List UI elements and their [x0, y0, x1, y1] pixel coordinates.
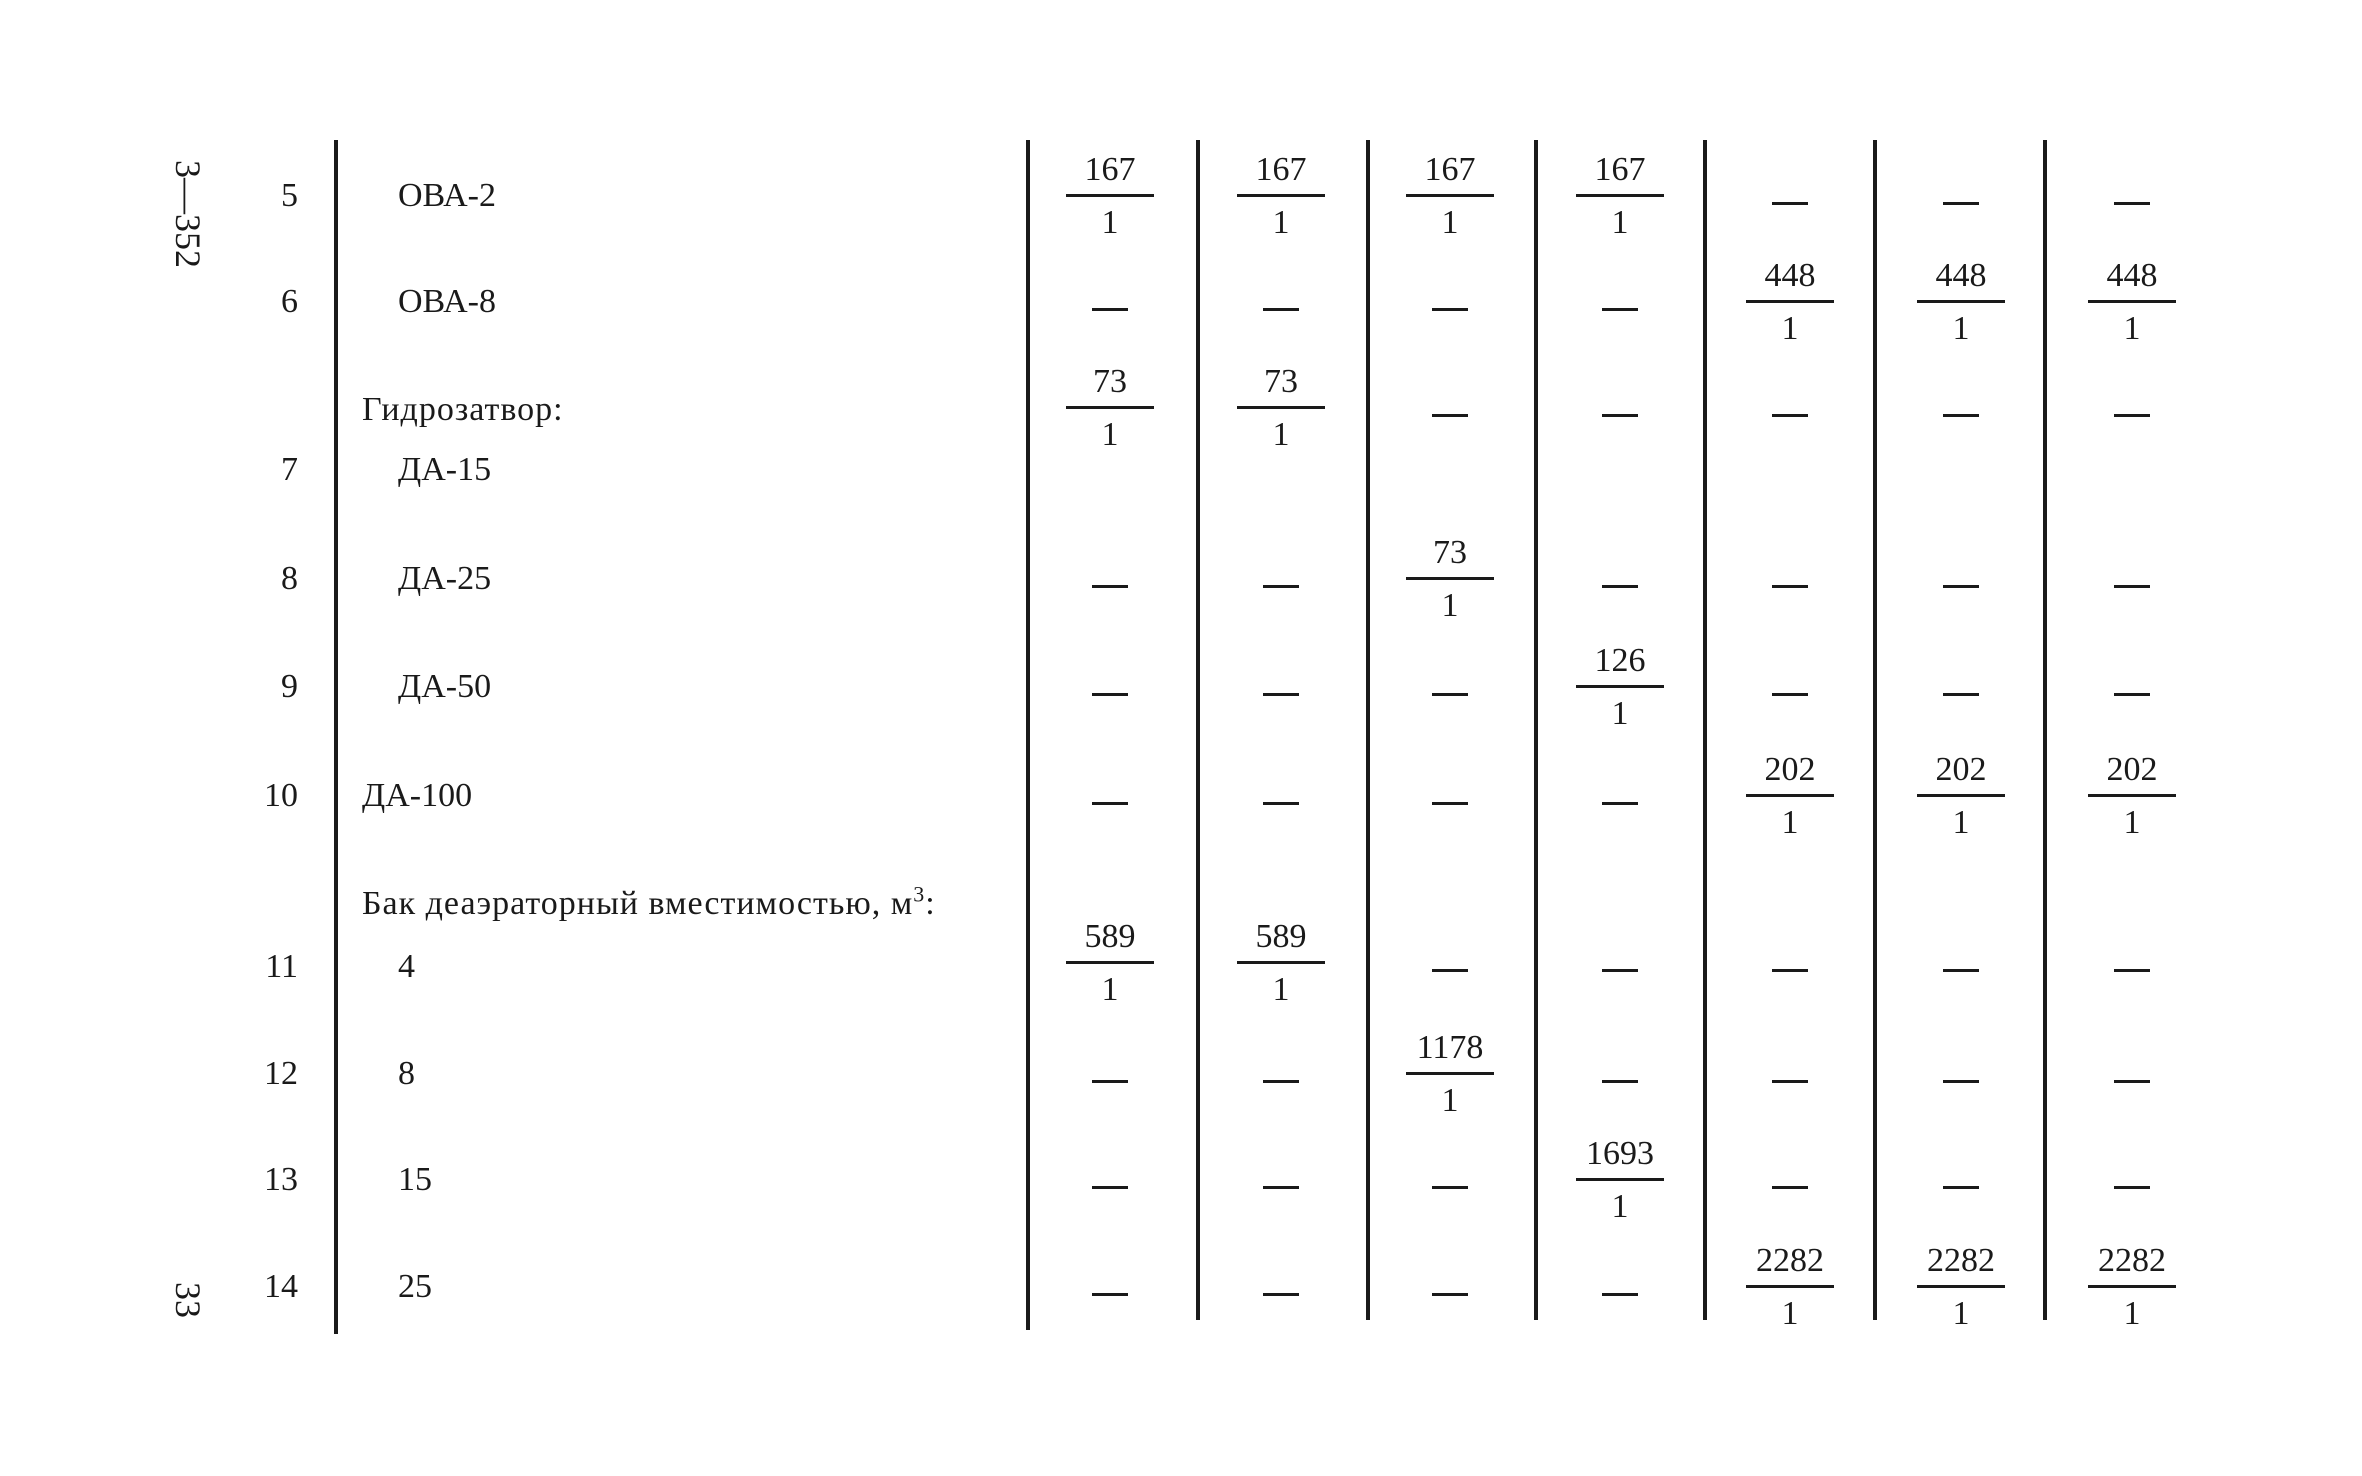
fraction-cell	[1742, 256, 1838, 349]
empty-cell-dash	[1943, 693, 1979, 696]
heading-tank: Бак деаэраторный вместимостью, $м^3$:	[362, 881, 936, 922]
row-number: 5	[281, 177, 298, 214]
empty-cell-dash	[1943, 1186, 1979, 1189]
empty-cell-dash	[1092, 802, 1128, 805]
fraction-numerator: 589	[1255, 918, 1307, 955]
empty-cell-dash	[1263, 802, 1299, 805]
empty-cell-dash	[1263, 1293, 1299, 1296]
empty-cell-dash	[2114, 202, 2150, 205]
column-divider	[2043, 140, 2047, 1320]
empty-cell-dash	[1263, 308, 1299, 311]
fraction-denominator: 1	[1611, 204, 1629, 241]
fraction-cell	[1062, 362, 1158, 455]
fraction-numerator: 589	[1084, 918, 1136, 955]
empty-cell-dash	[1772, 969, 1808, 972]
fraction-bar	[1576, 1178, 1664, 1181]
fraction-denominator: 1	[1611, 1188, 1629, 1225]
heading-hydroseal: Гидрозатвор:	[362, 391, 564, 428]
fraction-bar	[1406, 577, 1494, 580]
empty-cell-dash	[1943, 1080, 1979, 1083]
empty-cell-dash	[1432, 969, 1468, 972]
row-label: 25	[398, 1268, 432, 1305]
fraction-denominator: 1	[2123, 804, 2141, 841]
fraction-bar	[2088, 794, 2176, 797]
page-number: 33	[168, 1282, 208, 1318]
fraction-cell	[1402, 533, 1498, 626]
fraction-denominator: 1	[1272, 416, 1290, 453]
fraction-bar	[2088, 1285, 2176, 1288]
fraction-cell	[1402, 150, 1498, 243]
empty-cell-dash	[1943, 414, 1979, 417]
fraction-cell	[2084, 1241, 2180, 1334]
empty-cell-dash	[2114, 693, 2150, 696]
empty-cell-dash	[1602, 1080, 1638, 1083]
fraction-denominator: 1	[1952, 1295, 1970, 1332]
fraction-bar	[1237, 961, 1325, 964]
fraction-denominator: 1	[1441, 204, 1459, 241]
fraction-denominator: 1	[2123, 310, 2141, 347]
fraction-numerator: 202	[1935, 751, 1987, 788]
fraction-numerator: 202	[1764, 751, 1816, 788]
row-number: 12	[264, 1055, 298, 1092]
fraction-numerator: 73	[1433, 534, 1467, 571]
row-label: ОВА-2	[398, 177, 496, 214]
fraction-cell	[1062, 150, 1158, 243]
row-number: 14	[264, 1268, 298, 1305]
row-number: 13	[264, 1161, 298, 1198]
fraction-numerator: 167	[1594, 151, 1646, 188]
fraction-numerator: 167	[1084, 151, 1136, 188]
fraction-numerator: 167	[1255, 151, 1307, 188]
empty-cell-dash	[1092, 1186, 1128, 1189]
fraction-bar	[1746, 1285, 1834, 1288]
empty-cell-dash	[1772, 202, 1808, 205]
row-label: ДА-100	[362, 777, 473, 814]
fraction-denominator: 1	[1952, 804, 1970, 841]
empty-cell-dash	[1432, 1186, 1468, 1189]
empty-cell-dash	[1263, 693, 1299, 696]
empty-cell-dash	[1772, 414, 1808, 417]
fraction-denominator: 1	[1101, 971, 1119, 1008]
empty-cell-dash	[1943, 969, 1979, 972]
fraction-cell	[1742, 750, 1838, 843]
fraction-numerator: 2282	[1756, 1242, 1824, 1279]
fraction-bar	[1746, 300, 1834, 303]
fraction-bar	[1917, 300, 2005, 303]
fraction-cell	[1913, 256, 2009, 349]
empty-cell-dash	[1092, 585, 1128, 588]
row-label: 4	[398, 948, 415, 985]
fraction-bar	[1406, 194, 1494, 197]
row-label: ОВА-8	[398, 283, 496, 320]
row-label: 8	[398, 1055, 415, 1092]
fraction-bar	[1406, 1072, 1494, 1075]
empty-cell-dash	[1432, 414, 1468, 417]
fraction-denominator: 1	[1272, 971, 1290, 1008]
fraction-bar	[1746, 794, 1834, 797]
fraction-cell	[1572, 641, 1668, 734]
empty-cell-dash	[1943, 585, 1979, 588]
fraction-numerator: 73	[1093, 363, 1127, 400]
fraction-numerator: 448	[1764, 257, 1816, 294]
row-label: ДА-50	[398, 668, 492, 705]
fraction-denominator: 1	[1781, 804, 1799, 841]
fraction-cell	[1062, 917, 1158, 1010]
fraction-numerator: 448	[2106, 257, 2158, 294]
empty-cell-dash	[1432, 802, 1468, 805]
fraction-bar	[1066, 961, 1154, 964]
fraction-cell	[1233, 917, 1329, 1010]
row-number: 6	[281, 283, 298, 320]
fraction-numerator: 202	[2106, 751, 2158, 788]
fraction-bar	[1237, 194, 1325, 197]
empty-cell-dash	[1772, 1080, 1808, 1083]
row-number: 9	[281, 668, 298, 705]
empty-cell-dash	[1602, 414, 1638, 417]
fraction-cell	[1402, 1028, 1498, 1121]
fraction-denominator: 1	[1441, 1082, 1459, 1119]
fraction-numerator: 2282	[2098, 1242, 2166, 1279]
empty-cell-dash	[1602, 802, 1638, 805]
column-divider	[334, 140, 338, 1334]
fraction-cell	[1233, 362, 1329, 455]
empty-cell-dash	[1263, 1080, 1299, 1083]
empty-cell-dash	[1432, 693, 1468, 696]
fraction-bar	[2088, 300, 2176, 303]
column-divider	[1196, 140, 1200, 1320]
column-divider	[1366, 140, 1370, 1320]
fraction-denominator: 1	[1101, 416, 1119, 453]
row-label: ДА-25	[398, 560, 492, 597]
fraction-numerator: 167	[1424, 151, 1476, 188]
empty-cell-dash	[1432, 308, 1468, 311]
fraction-denominator: 1	[1952, 310, 1970, 347]
row-label: ДА-15	[398, 451, 492, 488]
fraction-denominator: 1	[2123, 1295, 2141, 1332]
row-number: 8	[281, 560, 298, 597]
fraction-numerator: 1178	[1416, 1029, 1484, 1066]
column-divider	[1026, 140, 1030, 1330]
fraction-denominator: 1	[1101, 204, 1119, 241]
fraction-bar	[1237, 406, 1325, 409]
fraction-cell	[2084, 256, 2180, 349]
fraction-numerator: 2282	[1927, 1242, 1995, 1279]
empty-cell-dash	[1263, 585, 1299, 588]
fraction-numerator: 126	[1594, 642, 1646, 679]
empty-cell-dash	[1602, 969, 1638, 972]
empty-cell-dash	[1602, 1293, 1638, 1296]
column-divider	[1873, 140, 1877, 1320]
fraction-bar	[1917, 1285, 2005, 1288]
empty-cell-dash	[1092, 693, 1128, 696]
fraction-denominator: 1	[1441, 587, 1459, 624]
column-divider	[1534, 140, 1538, 1320]
row-label: 15	[398, 1161, 432, 1198]
fraction-denominator: 1	[1781, 1295, 1799, 1332]
fraction-bar	[1066, 194, 1154, 197]
empty-cell-dash	[1092, 1293, 1128, 1296]
empty-cell-dash	[1092, 1080, 1128, 1083]
column-divider	[1703, 140, 1707, 1320]
fraction-cell	[2084, 750, 2180, 843]
fraction-bar	[1576, 194, 1664, 197]
empty-cell-dash	[2114, 1186, 2150, 1189]
empty-cell-dash	[1943, 202, 1979, 205]
fraction-numerator: 1693	[1586, 1135, 1654, 1172]
fraction-denominator: 1	[1272, 204, 1290, 241]
empty-cell-dash	[1602, 308, 1638, 311]
fraction-cell	[1233, 150, 1329, 243]
fraction-cell	[1913, 1241, 2009, 1334]
fraction-cell	[1913, 750, 2009, 843]
fraction-bar	[1576, 685, 1664, 688]
empty-cell-dash	[1092, 308, 1128, 311]
row-number: 11	[265, 948, 298, 985]
empty-cell-dash	[2114, 1080, 2150, 1083]
fraction-numerator: 448	[1935, 257, 1987, 294]
empty-cell-dash	[1772, 585, 1808, 588]
fraction-cell	[1572, 1134, 1668, 1227]
fraction-bar	[1917, 794, 2005, 797]
fraction-bar	[1066, 406, 1154, 409]
empty-cell-dash	[1432, 1293, 1468, 1296]
empty-cell-dash	[2114, 585, 2150, 588]
fraction-numerator: 73	[1264, 363, 1298, 400]
empty-cell-dash	[2114, 414, 2150, 417]
empty-cell-dash	[1772, 1186, 1808, 1189]
empty-cell-dash	[1263, 1186, 1299, 1189]
fraction-denominator: 1	[1781, 310, 1799, 347]
empty-cell-dash	[1602, 585, 1638, 588]
empty-cell-dash	[2114, 969, 2150, 972]
fraction-cell	[1742, 1241, 1838, 1334]
doc-code: 3—352	[168, 160, 208, 268]
row-number: 7	[281, 451, 298, 488]
empty-cell-dash	[1772, 693, 1808, 696]
row-number: 10	[264, 777, 298, 814]
fraction-denominator: 1	[1611, 695, 1629, 732]
fraction-cell	[1572, 150, 1668, 243]
